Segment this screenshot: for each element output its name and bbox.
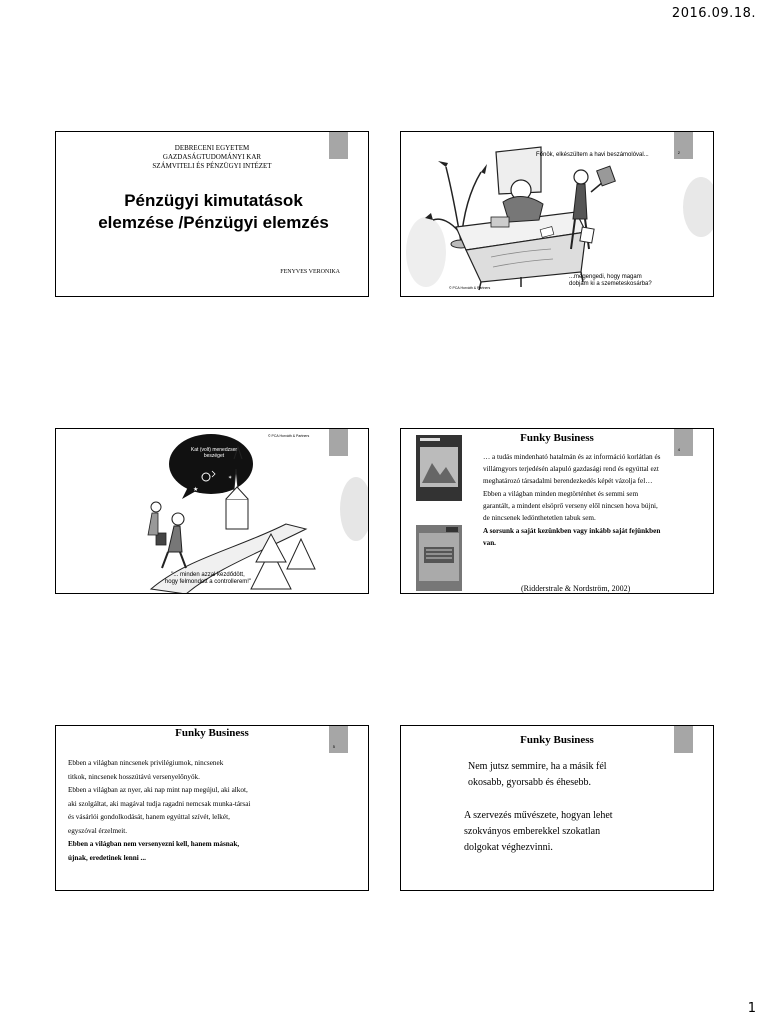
author-name: FENYVES VERONIKA [280, 269, 340, 275]
institution-block [56, 144, 368, 171]
title-line: elemzése /Pénzügyi elemzés [98, 213, 329, 232]
body-line: titkok, nincsenek hosszútávú versenyelőnyök. [68, 772, 200, 781]
body-line: Ebben a világban nincsenek privilégiumok, nincsenek [68, 759, 224, 767]
paragraph: … a tudás mindenható hatalmán és az információ korlátlan és villámgyors terjedésén alapuló gazdasági rend és egyúttal ezt meghatározó társadalmi berendezkedés képét vázolja fel… [483, 453, 661, 485]
slide-number: 2 [677, 150, 680, 155]
institution-line: GAZDASÁGTUDOMÁNYI KAR [162, 153, 262, 161]
body-line: és vásárlói gondolkodását, hanem egyúttal szívét, lelkét, [68, 813, 230, 821]
svg-text:★: ★ [193, 486, 199, 493]
slide-title: Funky Business [520, 432, 594, 444]
caption-line: hogy felmondott a controllerem!" [164, 579, 252, 585]
text-line: okosabb, gyorsabb és éhesebb. [468, 777, 592, 788]
cartoon-caption-top: Főnök, elkészültem a havi beszámolóval... [536, 152, 649, 158]
cartoon-caption [148, 572, 268, 586]
cartoon-caption-bottom [569, 274, 652, 288]
caption-line: "... minden azzal kezdődött, [171, 572, 245, 578]
slide-1 [55, 131, 369, 297]
paragraph [464, 808, 684, 856]
caption-line: dobjam ki a szemeteskosárba? [569, 281, 652, 287]
institution-line: SZÁMVITELI ÉS PÉNZÜGYI INTÉZET [152, 162, 272, 170]
book-cover-image [416, 525, 462, 591]
emphasis-paragraph: A sorsunk a saját kezünkben vagy inkább saját fejünkben van. [483, 527, 661, 547]
bubble-line: Kat (volt) menedzser [190, 447, 238, 453]
slide-title: Funky Business [520, 734, 594, 746]
page-number: 1 [747, 1001, 756, 1016]
paragraph [468, 759, 668, 791]
caption-line: ...megengedi, hogy magam [569, 274, 642, 280]
body-line-bold: Ebben a világban nem versenyezni kell, hanem másnak, [68, 840, 240, 848]
slide-2 [400, 131, 714, 297]
slide-number: 5 [332, 744, 335, 749]
text-line: szokványos emberekkel szokatlan [464, 826, 601, 837]
slide-3 [55, 428, 369, 594]
text-line: Nem jutsz semmire, ha a másik fél [468, 761, 607, 772]
speech-bubble-text [184, 447, 244, 459]
slide-title [66, 190, 361, 234]
slide-5 [55, 725, 369, 891]
svg-text:✶: ✶ [228, 475, 233, 481]
book-cover-image [416, 435, 462, 501]
text-line: dolgokat véghezvinni. [464, 842, 553, 853]
body-line: Ebben a világban az nyer, aki nap mint nap megújul, aki alkot, [68, 786, 248, 794]
slide-4 [400, 428, 714, 594]
page-date: 2016.09.18. [671, 6, 756, 21]
copyright-credit: © PCA Horváth & Partners [449, 286, 491, 290]
slide-body [483, 451, 663, 550]
body-line: egyszóval érzelmeit. [68, 826, 128, 835]
bubble-line: beszéget [203, 453, 225, 459]
copyright-credit: © PCA Horváth & Partners [268, 434, 310, 438]
body-line: aki szolgáltat, aki magával tudja ragadni nemcsak munka-társai [68, 799, 251, 808]
slide-number: 4 [677, 447, 680, 452]
institution-line: DEBRECENI EGYETEM [174, 144, 250, 152]
slide-6 [400, 725, 714, 891]
slide-title: Funky Business [175, 727, 249, 739]
body-line-bold: újnak, eredetinek lenni ... [68, 853, 146, 862]
title-line: Pénzügyi kimutatások [124, 191, 303, 210]
reference-citation: (Ridderstrale & Nordström, 2002) [521, 584, 631, 593]
slide-body [68, 757, 338, 865]
paragraph: Ebben a világban minden megtörténhet és semmi sem garantált, a mindent elsöprő verseny elől nincsen hova bújni, de nincsenek ledönthetetlen tabuk sem. [483, 490, 658, 522]
text-line: A szervezés művészete, hogyan lehet [464, 810, 613, 821]
